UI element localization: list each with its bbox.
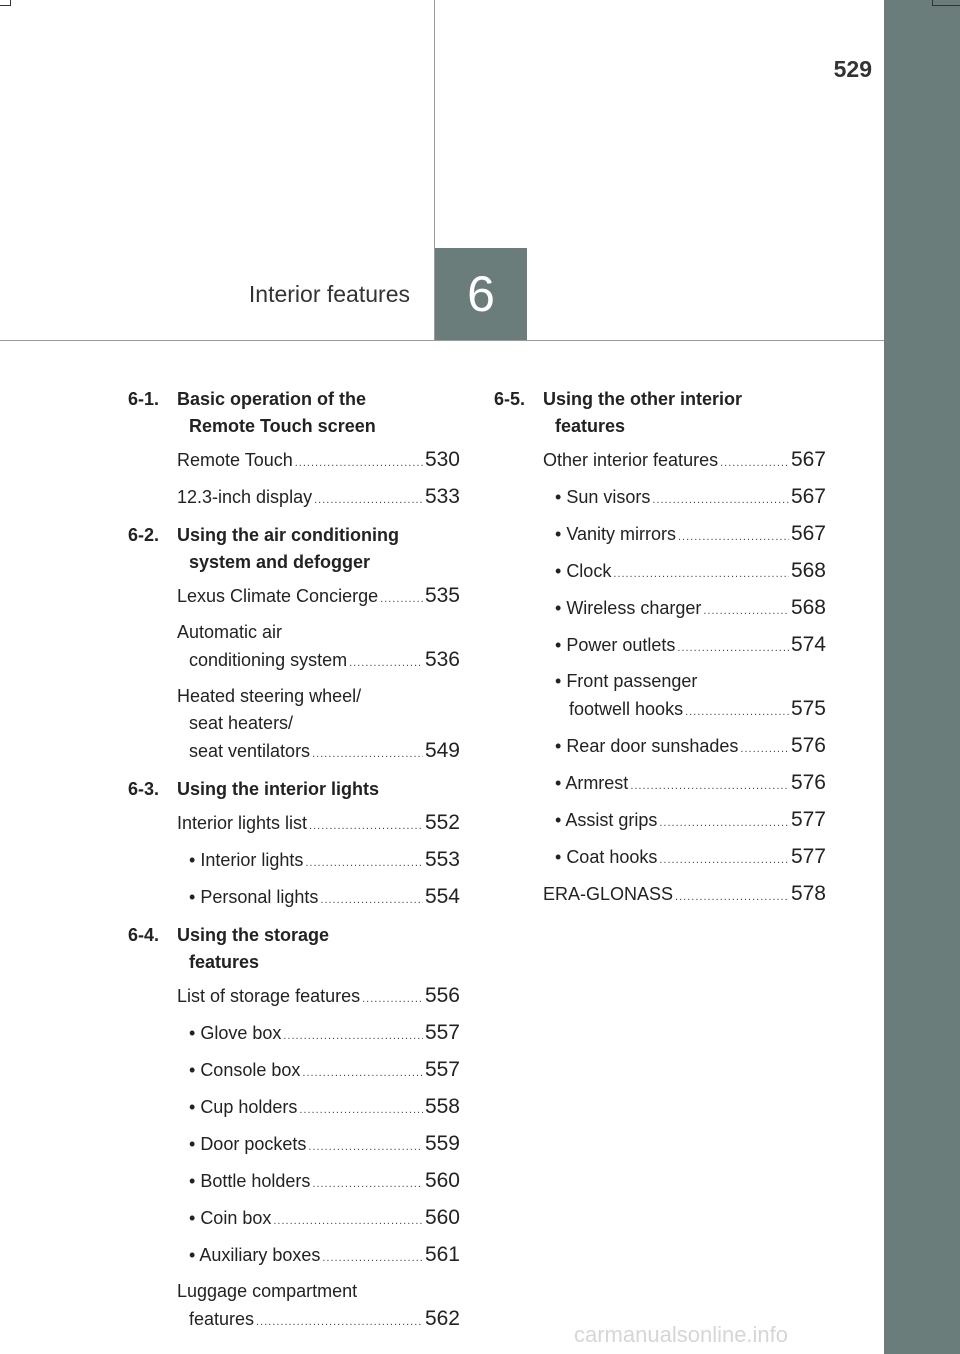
entry-row — [543, 631, 826, 662]
entry-label: • Assist grips — [555, 807, 657, 834]
section-number: 6-1. — [128, 389, 160, 409]
entry-label: • Clock — [555, 558, 611, 585]
entry-page-number: 549 — [424, 739, 460, 762]
section-heading — [128, 386, 460, 440]
entry-page-number: 559 — [424, 1132, 460, 1155]
crop-mark — [10, 0, 11, 6]
entry-label: • Bottle holders — [189, 1168, 310, 1195]
entry-page-number: 554 — [424, 885, 460, 908]
leader-dots — [362, 986, 423, 1013]
leader-dots — [309, 813, 423, 840]
entry-label: • Interior lights — [189, 847, 303, 874]
entry-row — [177, 1093, 460, 1124]
entry-row — [177, 809, 460, 840]
leader-dots — [677, 635, 789, 662]
toc-entry[interactable] — [128, 1204, 460, 1235]
leader-dots — [613, 561, 789, 588]
leader-dots — [302, 1060, 423, 1087]
entry-page-number: 558 — [424, 1095, 460, 1118]
entry-row — [177, 582, 460, 613]
leader-dots — [312, 1171, 423, 1198]
entry-page-number: 560 — [424, 1206, 460, 1229]
toc-entry[interactable] — [128, 809, 460, 840]
toc-entry[interactable] — [494, 446, 826, 477]
entry-row — [177, 1241, 460, 1272]
leader-dots — [675, 884, 789, 911]
toc-entry[interactable] — [128, 1019, 460, 1050]
leader-dots — [349, 650, 423, 677]
toc-entry[interactable] — [128, 1278, 460, 1336]
entry-label: • Armrest — [555, 770, 628, 797]
section-heading — [128, 922, 460, 976]
section-title-line: Remote Touch screen — [189, 416, 376, 436]
entry-row — [543, 695, 826, 726]
entry-label: Remote Touch — [177, 450, 293, 470]
leader-dots — [320, 887, 423, 914]
entry-label: 12.3-inch display — [177, 487, 313, 507]
section-heading — [128, 522, 460, 576]
chapter-number: 6 — [467, 266, 495, 322]
entry-row — [177, 1204, 460, 1235]
entry-page-number: 575 — [790, 697, 826, 720]
toc-entry[interactable] — [494, 520, 826, 551]
entry-page-number: 557 — [424, 1021, 460, 1044]
section-title-line: Using the storage — [177, 925, 330, 945]
section-number: 6-3. — [128, 779, 160, 799]
section-heading — [494, 386, 826, 440]
toc-left-column — [128, 386, 460, 1344]
section-title — [543, 386, 826, 440]
toc-entry[interactable] — [494, 732, 826, 763]
toc-right-column — [494, 386, 826, 919]
entry-page-number: 552 — [424, 811, 460, 834]
section-title-line: system and defogger — [189, 552, 371, 572]
entry-row — [543, 557, 826, 588]
entry-label: • Personal lights — [189, 884, 318, 911]
section-title-line: Using the other interior — [543, 389, 743, 409]
entry-page-number: 553 — [424, 848, 460, 871]
chapter-title: Interior features — [248, 281, 410, 307]
entry-label: • Sun visors — [555, 484, 650, 511]
toc-entry[interactable] — [128, 1056, 460, 1087]
section-title — [177, 386, 460, 440]
entry-page-number: 574 — [790, 633, 826, 656]
entry-row — [177, 446, 460, 477]
entry-page-number: 530 — [424, 448, 460, 471]
leader-dots — [305, 850, 423, 877]
leader-dots — [295, 450, 423, 477]
entry-label: • Glove box — [189, 1020, 281, 1047]
leader-dots — [659, 810, 789, 837]
section-title — [177, 922, 460, 976]
entry-row — [177, 1130, 460, 1161]
entry-label: • Auxiliary boxes — [189, 1242, 320, 1269]
leader-dots — [256, 1309, 423, 1336]
entry-row — [543, 483, 826, 514]
section-title — [177, 522, 460, 576]
entry-page-number: 562 — [424, 1307, 460, 1330]
leader-dots — [652, 487, 789, 514]
entry-label-line: seat heaters/ — [189, 713, 294, 733]
section-title-line: features — [555, 416, 626, 436]
entry-page-number: 567 — [790, 522, 826, 545]
leader-dots — [299, 1097, 423, 1124]
entry-page-number: 536 — [424, 648, 460, 671]
entry-page-number: 567 — [790, 485, 826, 508]
entry-label: • Power outlets — [555, 632, 675, 659]
section-heading — [128, 776, 460, 803]
section-title-line: Using the air conditioning — [177, 525, 399, 545]
toc-entry[interactable] — [128, 582, 460, 613]
entry-row — [177, 1056, 460, 1087]
entry-row — [177, 846, 460, 877]
toc-entry[interactable] — [494, 594, 826, 625]
entry-label: conditioning system — [189, 650, 348, 670]
entry-row — [543, 594, 826, 625]
entry-row — [177, 1167, 460, 1198]
toc-entry[interactable] — [128, 1167, 460, 1198]
entry-page-number: 577 — [790, 845, 826, 868]
entry-label-line — [177, 683, 460, 710]
entry-label: ERA-GLONASS — [543, 884, 674, 904]
entry-row — [177, 646, 460, 677]
watermark: carmanualsonline.info — [574, 1322, 789, 1347]
leader-dots — [685, 699, 789, 726]
entry-page-number: 560 — [424, 1169, 460, 1192]
leader-dots — [678, 524, 789, 551]
header-horizontal-rule — [0, 340, 884, 341]
section-number: 6-4. — [128, 925, 160, 945]
leader-dots — [720, 450, 789, 477]
entry-page-number: 556 — [424, 984, 460, 1007]
entry-row — [543, 880, 826, 911]
page-number: 529 — [833, 56, 872, 82]
entry-label-line — [543, 668, 826, 695]
toc-entry[interactable] — [128, 1093, 460, 1124]
entry-label: Interior lights list — [177, 813, 308, 833]
leader-dots — [308, 1134, 423, 1161]
section-number: 6-5. — [494, 389, 526, 409]
entry-label: • Door pockets — [189, 1131, 306, 1158]
entry-page-number: 568 — [790, 559, 826, 582]
entry-label: • Wireless charger — [555, 595, 701, 622]
entry-row — [543, 806, 826, 837]
toc-entry[interactable] — [128, 446, 460, 477]
toc-entry[interactable] — [494, 483, 826, 514]
entry-label: footwell hooks — [569, 699, 684, 719]
entry-row — [177, 737, 460, 768]
crop-mark — [932, 5, 960, 6]
toc-entry[interactable] — [494, 806, 826, 837]
toc-section — [128, 522, 460, 768]
entry-label: Other interior features — [543, 450, 719, 470]
leader-dots — [283, 1023, 423, 1050]
entry-label: features — [189, 1309, 255, 1329]
leader-dots — [322, 1245, 423, 1272]
toc-entry[interactable] — [128, 683, 460, 768]
toc-entry[interactable] — [128, 883, 460, 914]
toc-section — [494, 386, 826, 911]
leader-dots — [740, 736, 789, 763]
toc-entry[interactable] — [128, 619, 460, 677]
section-title-line: Basic operation of the — [177, 389, 367, 409]
section-title — [177, 776, 460, 803]
entry-page-number: 568 — [790, 596, 826, 619]
entry-label: List of storage features — [177, 986, 361, 1006]
entry-label-line — [177, 1278, 460, 1305]
entry-row — [543, 446, 826, 477]
toc-section — [128, 776, 460, 914]
entry-label-line — [177, 619, 460, 646]
section-number: 6-2. — [128, 525, 160, 545]
entry-row — [177, 982, 460, 1013]
toc-entry[interactable] — [128, 483, 460, 514]
toc-entry[interactable] — [128, 846, 460, 877]
entry-page-number: 578 — [790, 882, 826, 905]
entry-label: Lexus Climate Concierge — [177, 586, 379, 606]
toc-entry[interactable] — [494, 769, 826, 800]
toc-section — [128, 922, 460, 1336]
leader-dots — [314, 487, 423, 514]
entry-row — [543, 732, 826, 763]
chapter-number-box — [435, 248, 527, 340]
toc-entry[interactable] — [494, 843, 826, 874]
entry-page-number: 576 — [790, 771, 826, 794]
entry-page-number: 533 — [424, 485, 460, 508]
entry-label: • Front passenger — [555, 671, 697, 691]
entry-label: Heated steering wheel/ — [177, 686, 362, 706]
entry-page-number: 535 — [424, 584, 460, 607]
entry-page-number: 557 — [424, 1058, 460, 1081]
entry-label: Luggage compartment — [177, 1281, 358, 1301]
leader-dots — [659, 847, 789, 874]
entry-row — [177, 483, 460, 514]
toc-entry[interactable] — [494, 557, 826, 588]
entry-label: Automatic air — [177, 622, 283, 642]
section-title-line: features — [189, 952, 260, 972]
toc-entry[interactable] — [494, 631, 826, 662]
entry-row — [543, 843, 826, 874]
entry-row — [177, 1305, 460, 1336]
leader-dots — [380, 586, 423, 613]
leader-dots — [703, 598, 789, 625]
toc-section — [128, 386, 460, 514]
toc-entry[interactable] — [128, 982, 460, 1013]
entry-page-number: 576 — [790, 734, 826, 757]
entry-page-number: 567 — [790, 448, 826, 471]
entry-row — [177, 883, 460, 914]
entry-page-number: 577 — [790, 808, 826, 831]
leader-dots — [630, 773, 789, 800]
entry-row — [543, 520, 826, 551]
crop-mark — [0, 5, 10, 6]
entry-label: • Cup holders — [189, 1094, 297, 1121]
entry-label: • Console box — [189, 1057, 300, 1084]
section-title-line: Using the interior lights — [177, 779, 380, 799]
entry-page-number: 561 — [424, 1243, 460, 1266]
entry-label: • Coat hooks — [555, 844, 657, 871]
toc-entry[interactable] — [494, 668, 826, 726]
leader-dots — [273, 1208, 423, 1235]
entry-label: • Coin box — [189, 1205, 271, 1232]
entry-label: • Rear door sunshades — [555, 733, 738, 760]
entry-row — [543, 769, 826, 800]
toc-entry[interactable] — [128, 1130, 460, 1161]
chapter-side-tab — [884, 0, 960, 1354]
toc-entry[interactable] — [128, 1241, 460, 1272]
entry-row — [177, 1019, 460, 1050]
toc-entry[interactable] — [494, 880, 826, 911]
leader-dots — [312, 741, 423, 768]
entry-label: seat ventilators — [189, 741, 311, 761]
entry-label: • Vanity mirrors — [555, 521, 676, 548]
